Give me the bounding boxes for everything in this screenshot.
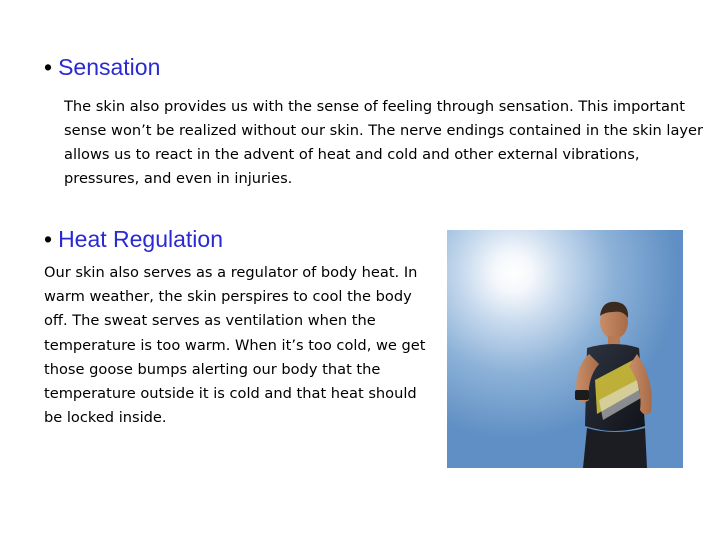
heat-regulation-paragraph: Our skin also serves as a regulator of body heat. In warm weather, the skin perspires to cool the body off. The sweat serves as ventilation when the temperature is too warm. When it’s too cold, we get those goose bumps alerting our body that the temperature outside it is cold and that heat should be locked inside.: [44, 264, 426, 427]
runner-photo: [447, 230, 683, 468]
sensation-paragraph: The skin also provides us with the sense of feeling through sensation. This important sense won’t be realized without our skin. The nerve endings contained in the skin layer allows us to react in the advent of heat and cold and other external vibrations, pressures, and even in injuries.: [64, 98, 704, 187]
heat-regulation-heading: [44, 226, 223, 253]
sensation-heading-label: Sensation: [58, 54, 161, 80]
bullet-icon: •: [44, 226, 53, 252]
sensation-heading: [44, 54, 160, 81]
bullet-icon: •: [44, 54, 53, 80]
runner-illustration: [447, 230, 683, 468]
heat-regulation-heading-label: Heat Regulation: [58, 226, 224, 252]
